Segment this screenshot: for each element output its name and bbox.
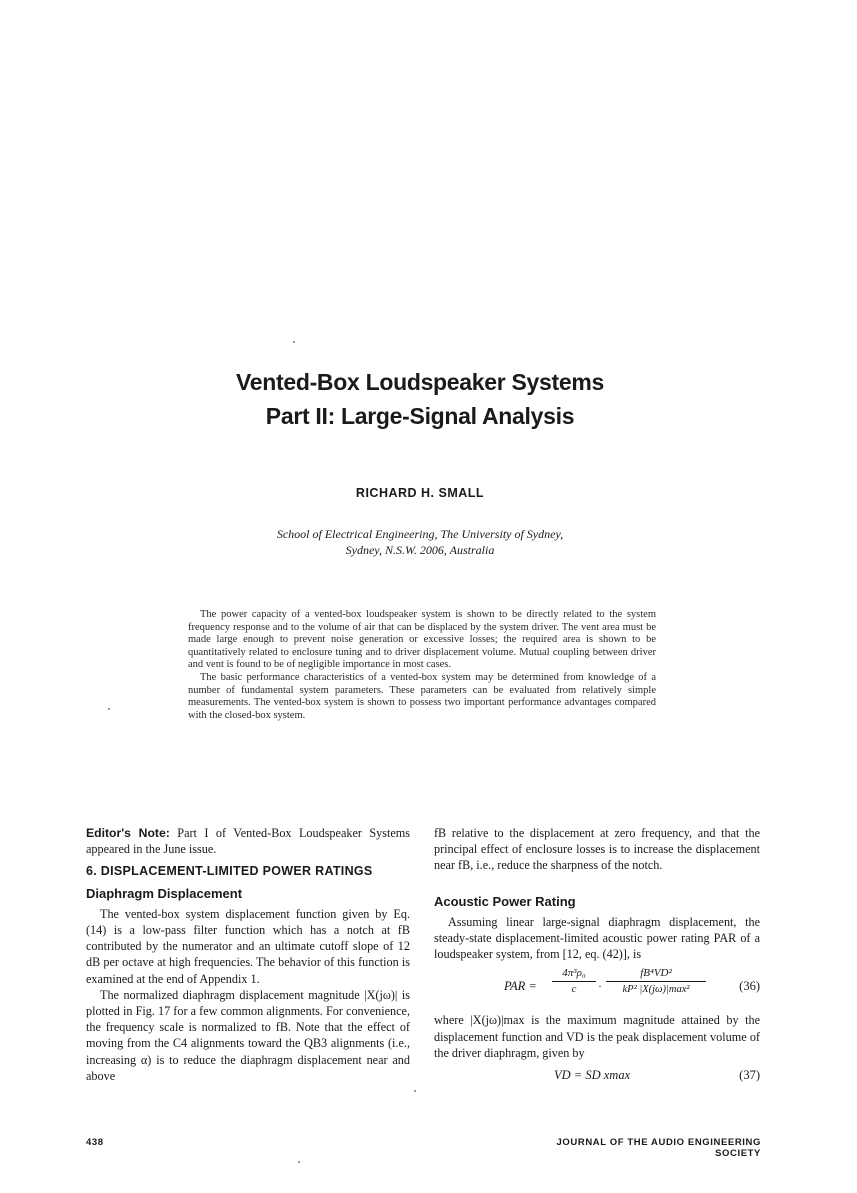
eq36-number: (36) xyxy=(739,979,760,994)
author: RICHARD H. SMALL xyxy=(355,486,485,500)
eq36-frac2-numerator: fB⁴VD² xyxy=(640,967,672,980)
section-heading: 6. DISPLACEMENT-LIMITED POWER RATINGS xyxy=(86,864,373,879)
right-column xyxy=(434,825,760,1085)
eq37-number: (37) xyxy=(739,1068,760,1083)
journal-name: JOURNAL OF THE AUDIO ENGINEERING SOCIETY xyxy=(556,1137,761,1159)
subheading-acoustic-power-rating: Acoustic Power Rating xyxy=(434,893,576,909)
editors-note xyxy=(86,825,410,857)
right-paragraph-1: Assuming linear large-signal diaphragm displacement, the steady-state displacement-limited acoustic power rating PAR of a loudspeaker system, from [12, eq. (42)], is xyxy=(434,914,760,962)
editors-note-label: Editor's Note: xyxy=(86,826,170,840)
eq36-frac1-numerator: 4π³ρ₀ xyxy=(562,967,586,980)
left-paragraph-2: The normalized diaphragm displacement magnitude |X(jω)| is plotted in Fig. 17 for a few common alignments. For convenience, the frequency scale is normalized to fB. Note that the effect of moving from the C4 alignments toward the QB3 alignments (i.e., increasing α) is to reduce the diaphragm displacement near and above xyxy=(86,987,410,1083)
left-paragraph-1: The vented-box system displacement function given by Eq. (14) is a low-pass filter function which has a notch at fB contributed by the numerator and an ultimate cutoff slope of 12 dB per octave at high frequencies. The behavior of this function is examined at the end of Appendix 1. xyxy=(86,906,410,986)
eq37-body: VD = SD xmax xyxy=(554,1068,631,1083)
scan-speck xyxy=(414,1090,416,1092)
eq36-fraction-2 xyxy=(606,966,706,997)
eq36-fraction-1 xyxy=(552,966,596,997)
affiliation-line-1: School of Electrical Engineering, The University of Sydney, xyxy=(276,527,564,541)
title-line-2: Part II: Large-Signal Analysis xyxy=(265,403,575,429)
abstract xyxy=(188,609,656,722)
right-paragraph-continued: fB relative to the displacement at zero frequency, and that the principal effect of enclosure losses is to increase the displacement near fB, i.e., reduce the sharpness of the notch. xyxy=(434,826,760,873)
scan-speck xyxy=(298,1161,300,1163)
right-paragraph-2: where |X(jω)|max is the maximum magnitude attained by the displacement function and VD is the peak displacement volume of the driver diaphragm, given by xyxy=(434,1013,760,1060)
eq36-lhs: PAR = xyxy=(504,979,537,994)
eq36-frac1-denominator: c xyxy=(571,983,577,996)
subheading-diaphragm-displacement: Diaphragm Displacement xyxy=(86,885,243,901)
abstract-paragraph-2: The basic performance characteristics of a vented-box system may be determined from knowledge of a number of fundamental system parameters. These parameters can be evaluated from relatively simple measurements. The vented-box system is shown to possess two important performance advantages compared with the closed-box system. xyxy=(188,671,656,721)
editors-note-text: Part I of Vented-Box Loudspeaker Systems appeared in the June issue. xyxy=(86,826,410,857)
affiliation-line-2: Sydney, N.S.W. 2006, Australia xyxy=(345,543,495,557)
page-number: 438 xyxy=(86,1137,104,1148)
equation-36: PAR = 4π³ρ₀ c · fB⁴VD² kP² |X(jω)|max² (36) xyxy=(504,967,760,996)
title-line-1: Vented-Box Loudspeaker Systems xyxy=(235,369,605,395)
left-column xyxy=(86,825,410,1084)
abstract-paragraph-1: The power capacity of a vented-box loudspeaker system is shown to be directly related to the system frequency response and to the volume of air that can be displaced by the system driver. The vent area must be made large enough to prevent noise generation or excessive losses; the required area is shown to be quantitatively related to enclosure tuning and to driver displacement volume. Mutual coupling between driver and vent is found to be of negligible importance in most cases. xyxy=(188,609,656,671)
eq36-frac2-denominator: kP² |X(jω)|max² xyxy=(622,984,690,996)
scan-speck xyxy=(293,341,295,343)
equation-37 xyxy=(434,1065,760,1085)
scan-speck xyxy=(108,708,110,710)
